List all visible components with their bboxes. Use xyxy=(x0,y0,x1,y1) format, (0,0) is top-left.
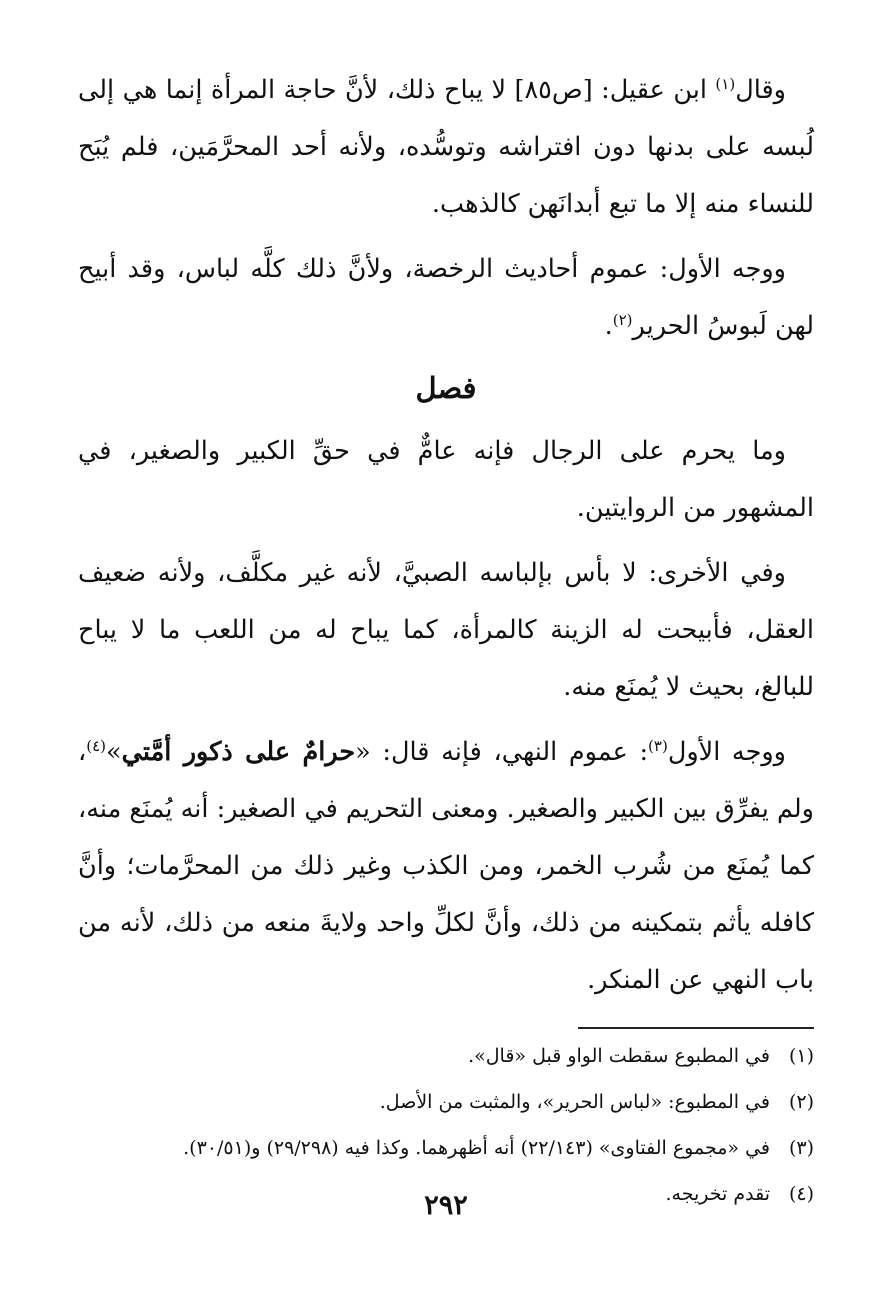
footnote-ref[interactable]: (١) xyxy=(715,75,736,93)
paragraph-text: : عموم النهي، فإنه قال: « xyxy=(355,737,649,767)
footnote-ref[interactable]: (٢) xyxy=(612,311,633,329)
footnotes xyxy=(78,1037,814,1213)
paragraph-text: ووجه الأول xyxy=(667,737,786,767)
footnote-number: (٢) xyxy=(788,1091,814,1113)
footnote-text: تقدم تخريجه. xyxy=(665,1183,770,1205)
page-body xyxy=(78,62,814,1221)
footnote-text: في المطبوع سقطت الواو قبل «قال». xyxy=(468,1045,770,1067)
section-heading: فصل xyxy=(415,371,477,405)
footnote-number: (٣) xyxy=(788,1137,814,1159)
paragraph-other-narration: وفي الأخرى: لا بأس بإلباسه الصبيَّ، لأنه غير مكلَّف، ولأنه ضعيف العقل، فأبيحت له الزينة كالمرأة، كما يباح له من اللعب ما لا يباح للبالغ، بحيث لا يُمنَع منه. xyxy=(78,558,814,702)
footnote-divider xyxy=(578,1027,814,1029)
paragraph-ibn-aqil xyxy=(78,62,814,233)
footnote-number: (٤) xyxy=(788,1183,814,1205)
paragraph-text: ابن عقيل: [ص٨٥] لا يباح ذلك، لأنَّ حاجة المرأة إنما هي إلى لُبسه على بدنها دون افتراشه وتوسُّده، ولأنه أحد المحرَّمَين، فلم يُبَح للنساء منه إلا ما تبع أبدانَهن كالذهب. xyxy=(78,75,814,219)
footnote-item xyxy=(78,1129,814,1167)
footnote-number: (١) xyxy=(788,1045,814,1067)
paragraph-text: . xyxy=(604,311,613,341)
page-number: ٢٩٢ xyxy=(424,1190,468,1221)
paragraph-text: ، ولم يفرِّق بين الكبير والصغير. ومعنى التحريم في الصغير: أنه يُمنَع منه، كما يُمنَع من شُرب الخمر، ومن الكذب وغير ذلك من المحرَّمات؛ وأنَّ كافله يأثم بتمكينه من ذلك، وأنَّ لكلِّ واحد ولايةَ منعه من ذلك، لأنه من باب النهي عن المنكر. xyxy=(78,737,814,995)
footnote-text: في «مجموع الفتاوى» (٢٢/١٤٣) أنه أظهرهما. وكذا فيه (٢٩/٢٩٨) و(٣٠/٥١). xyxy=(183,1137,770,1159)
paragraph-first-view-evidence xyxy=(78,724,814,1009)
footnote-ref[interactable]: (٤) xyxy=(86,737,107,755)
footnote-item xyxy=(78,1037,814,1075)
paragraph-text: وقال xyxy=(735,75,786,105)
paragraph-men-prohibition: وما يحرم على الرجال فإنه عامٌّ في حقِّ الكبير والصغير، في المشهور من الروايتين. xyxy=(78,436,814,523)
footnote-ref[interactable]: (٣) xyxy=(648,737,668,755)
paragraph-text: ووجه الأول: عموم أحاديث الرخصة، ولأنَّ ذلك كلَّه لباس، وقد أبيح لهن لَبوسُ الحرير xyxy=(78,254,814,341)
footnote-item xyxy=(78,1083,814,1121)
footnote-text: في المطبوع: «لباس الحرير»، والمثبت من الأصل. xyxy=(379,1091,770,1113)
hadith-text: حرامٌ على ذكور أمَّتي xyxy=(121,737,356,767)
paragraph-text: » xyxy=(106,737,122,767)
paragraph-first-view xyxy=(78,241,814,355)
